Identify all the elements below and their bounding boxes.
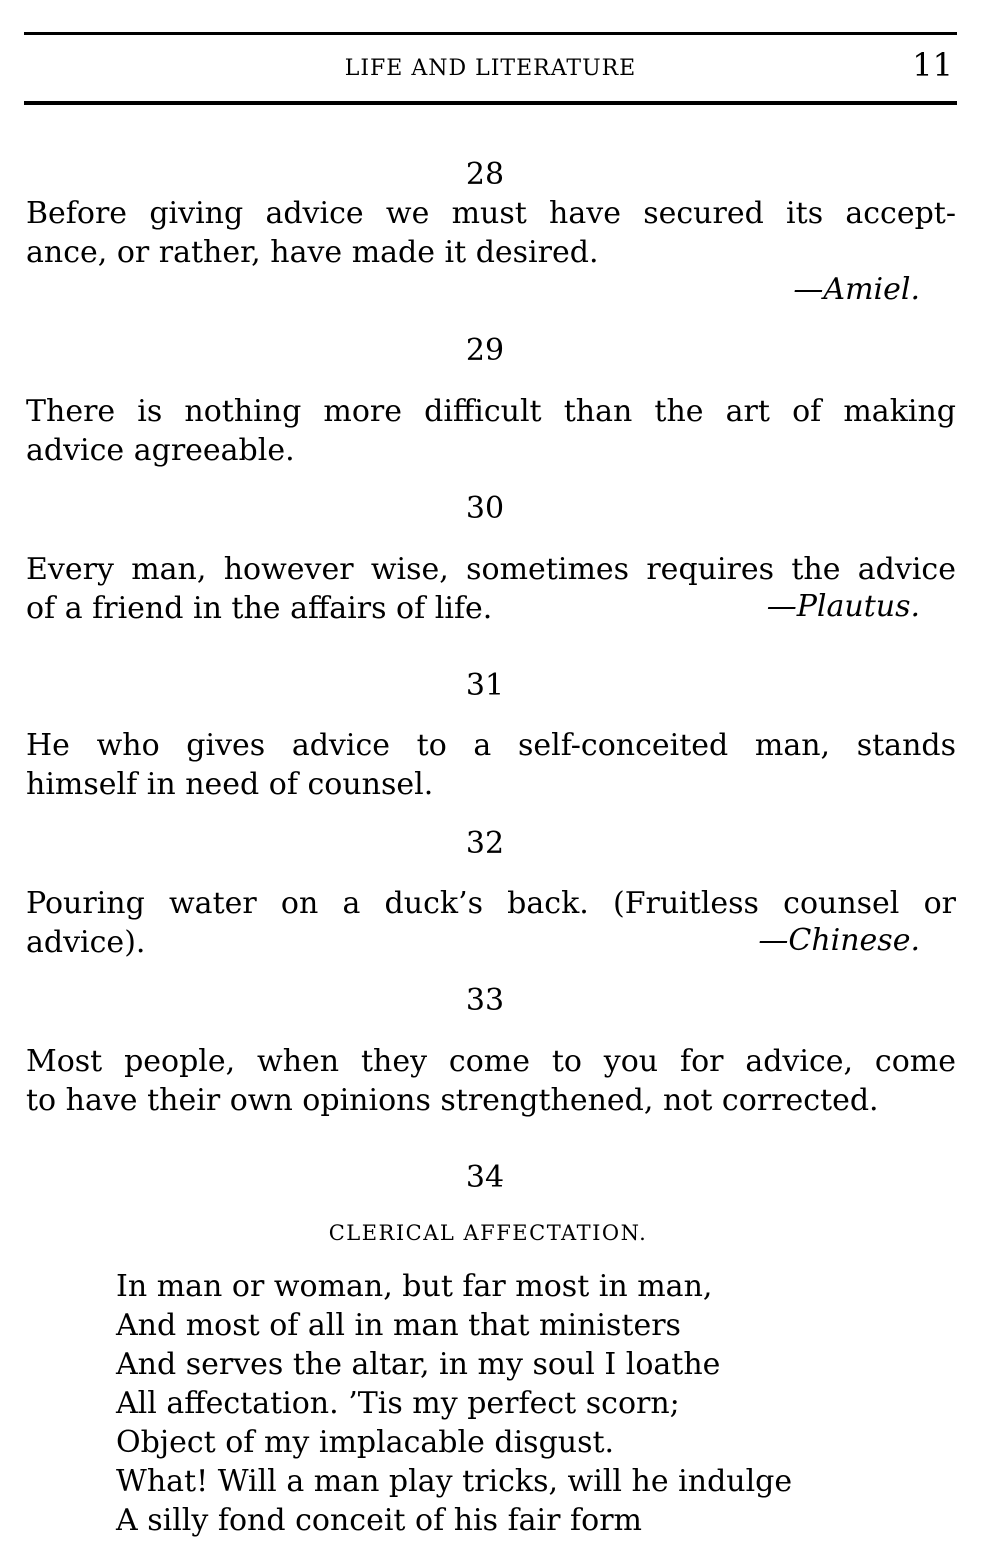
text-line: advice agreeable. (26, 433, 295, 468)
entry-text (26, 392, 956, 470)
attribution: —Plautus. (766, 589, 920, 624)
poem-title: CLERICAL AFFECTATION. (328, 1221, 648, 1245)
attribution: —Chinese. (758, 923, 920, 958)
text-line: Pouring water on a duck’s back. (Fruitless counsel or (26, 886, 956, 921)
running-title: LIFE AND LITERATURE (344, 56, 637, 81)
entry-text (26, 726, 956, 804)
text-line: Most people, when they come to you for advice, come (26, 1044, 956, 1079)
text-line: Every man, however wise, sometimes requires the advice (26, 552, 956, 587)
verse-line: A silly fond conceit of his fair form (116, 1503, 642, 1538)
text-line: Before giving advice we must have secured its accept- (26, 196, 956, 231)
entry-number: 33 (465, 983, 505, 1018)
entry-number: 28 (465, 157, 505, 192)
entry-number: 29 (465, 333, 505, 368)
header-rule (24, 101, 957, 105)
verse-line: What! Will a man play tricks, will he indulge (116, 1464, 793, 1499)
top-rule (24, 32, 957, 35)
verse-line: All affectation. ’Tis my perfect scorn; (116, 1386, 680, 1421)
text-line: of a friend in the affairs of life. (26, 591, 493, 626)
verse-line: Object of my implacable disgust. (116, 1425, 615, 1460)
entry-number: 31 (465, 668, 505, 703)
text-line: ance, or rather, have made it desired. (26, 235, 599, 270)
verse-line: In man or woman, but far most in man, (116, 1269, 713, 1304)
entry-number: 30 (465, 491, 505, 526)
text-line: to have their own opinions strengthened, not corrected. (26, 1083, 879, 1118)
running-header (24, 42, 957, 92)
text-line: advice). (26, 925, 146, 960)
entry-number: 34 (465, 1160, 505, 1195)
entry-text (26, 1042, 956, 1120)
poem-verse (116, 1267, 792, 1540)
verse-line: And serves the altar, in my soul I loathe (116, 1347, 721, 1382)
attribution: —Amiel. (793, 272, 920, 307)
entry-number: 32 (465, 826, 505, 861)
text-line: There is nothing more difficult than the art of making (26, 394, 956, 429)
verse-line: And most of all in man that ministers (116, 1308, 681, 1343)
page-number: 11 (912, 46, 953, 84)
text-line: himself in need of counsel. (26, 767, 434, 802)
text-line: He who gives advice to a self-conceited man, stands (26, 728, 956, 763)
entry-text (26, 194, 956, 272)
